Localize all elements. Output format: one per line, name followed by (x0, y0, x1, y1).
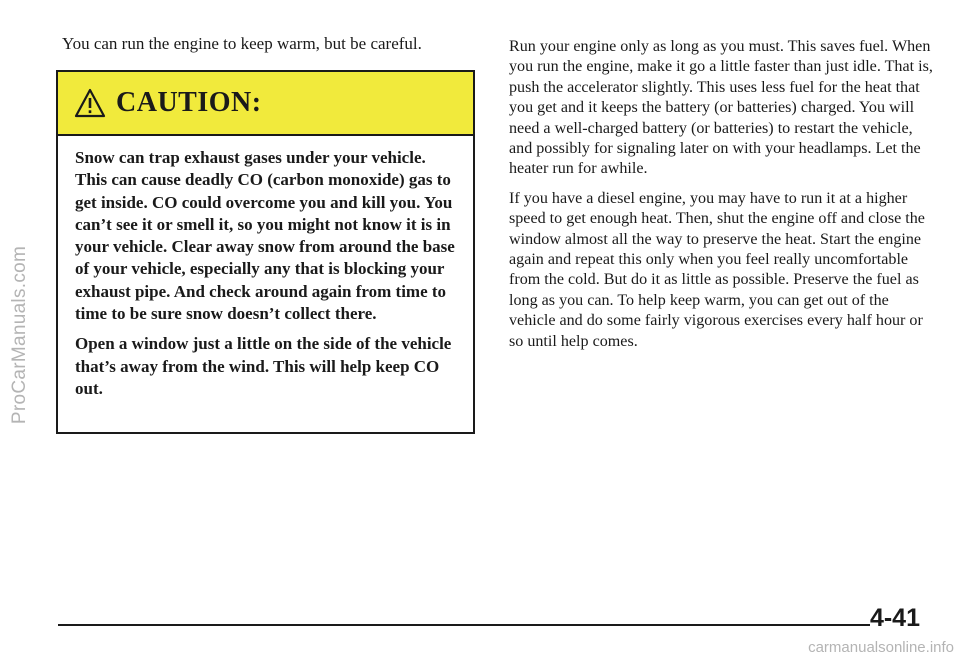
body-paragraph: Run your engine only as long as you must. This saves fuel. When you run the engine, make it go a little faster than just idle. That is, push the accelerator slightly. This uses less fuel for the heat that you get and it keeps the battery (or batteries) charged. You will need a well-charged battery (or batteries) to restart the vehicle, and possibly for signaling later on with your headlamps. Let the heater run for awhile. (509, 38, 933, 178)
intro-text: You can run the engine to keep warm, but be careful. (62, 34, 422, 53)
footer-rule (58, 624, 870, 626)
caution-paragraph: Snow can trap exhaust gases under your vehicle. This can cause deadly CO (carbon monoxide) gas to get inside. CO could overcome you and kill you. You can’t see it or smell it, so you might not know it is in your vehicle. Clear away snow from around the base of your vehicle, especially any that is blocking your exhaust pipe. And check around again from time to time to be sure snow doesn’t collect there. (75, 148, 455, 324)
side-watermark (4, 80, 36, 590)
footer-watermark: carmanualsonline.info (808, 639, 954, 656)
caution-body (58, 136, 473, 400)
page-number: 4-41 (869, 604, 920, 632)
caution-box (56, 70, 475, 434)
body-paragraph: If you have a diesel engine, you may have to run it at a higher speed to get enough heat. Then, shut the engine off and close the window almost all the way to preserve the heat. Start the engine again and repeat this only when you feel really uncomfortable from the cold. But do it as little as possible. Preserve the fuel as long as you can. To help keep warm, you can get out of the vehicle and do some fairly vigorous exercises every half hour or so until help comes. (509, 189, 925, 350)
caution-title: CAUTION: (116, 87, 262, 118)
caution-header (58, 72, 473, 136)
warning-triangle-icon (74, 88, 106, 118)
right-column (509, 37, 934, 361)
side-watermark-text: ProCarManuals.com (9, 245, 30, 425)
caution-paragraph: Open a window just a little on the side of the vehicle that’s away from the wind. This will help keep CO out. (75, 334, 452, 398)
